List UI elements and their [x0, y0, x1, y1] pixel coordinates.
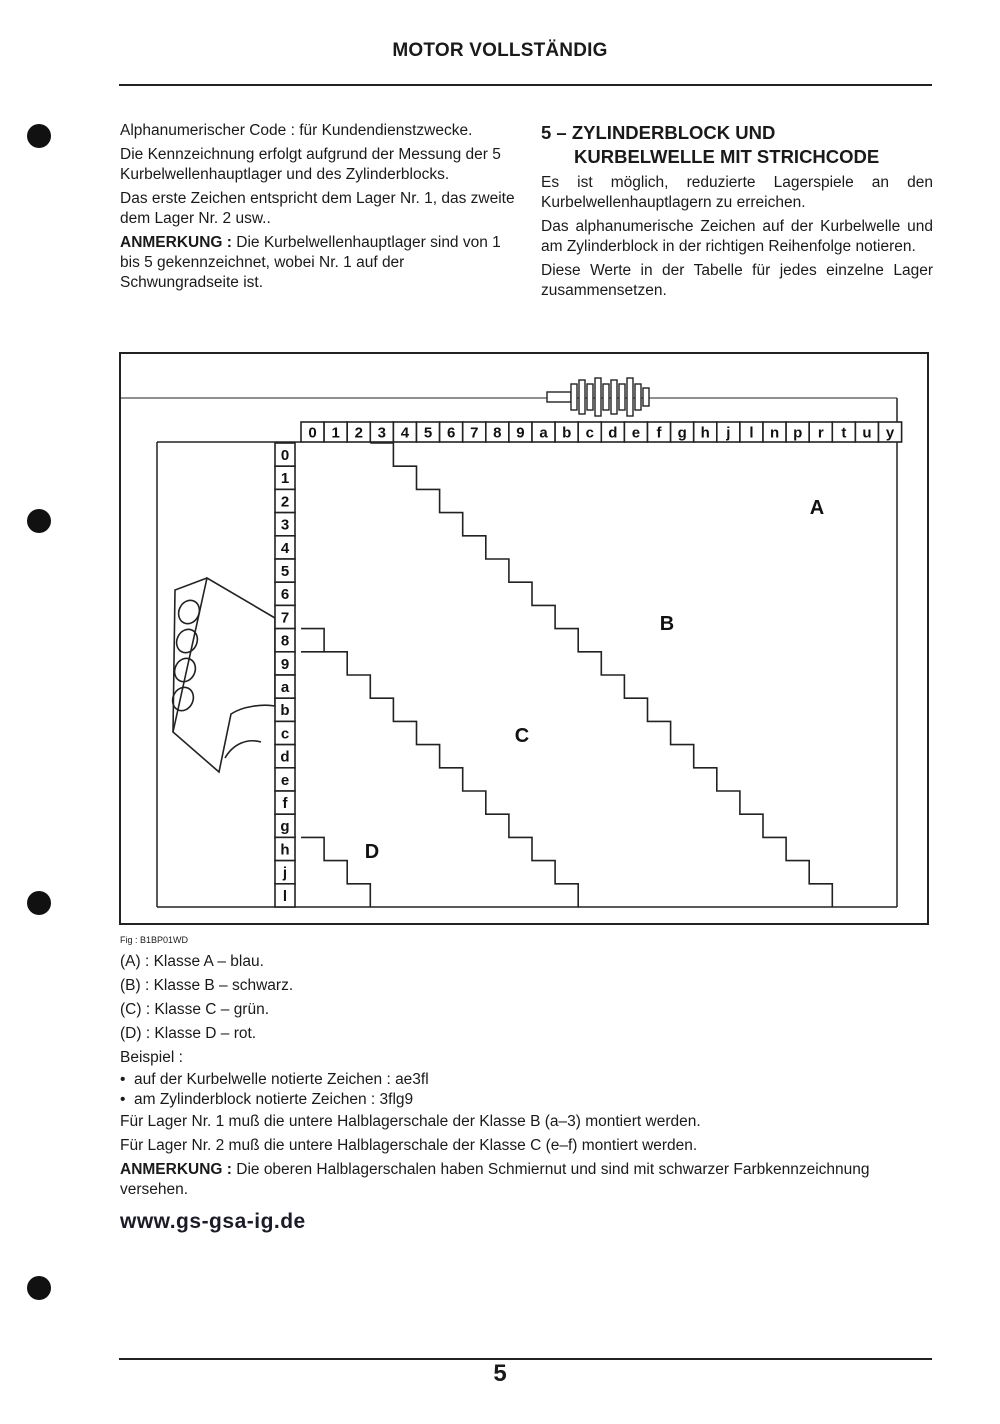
top-axis-label: 7 [470, 424, 479, 442]
paragraph: Das erste Zeichen entspricht dem Lager Nr. 1, das zweite dem Lager Nr. 2 usw.. [120, 190, 515, 227]
note [120, 1160, 940, 1200]
left-axis-label: 0 [280, 447, 290, 464]
left-axis-label: l [282, 887, 288, 905]
top-axis-label: p [793, 424, 803, 442]
left-axis-label: b [280, 702, 290, 720]
top-axis-label: f [656, 424, 662, 442]
top-axis-label: a [539, 424, 548, 442]
top-axis-label: g [677, 424, 687, 442]
left-axis-label: 5 [280, 563, 290, 580]
left-axis-label: 8 [280, 632, 290, 650]
class-zone-labels [365, 497, 824, 863]
website-link[interactable]: www.gs-gsa-ig.de [120, 1210, 306, 1233]
top-axis-label: 5 [423, 424, 433, 442]
top-axis-label: j [726, 424, 731, 442]
punch-hole [27, 509, 51, 533]
section-heading [541, 121, 933, 169]
note-text: Die Kurbelwellenhauptlager sind von 1 bis 5 gekennzeichnet, wobei Nr. 1 auf der Schwungradseite ist. [120, 234, 501, 291]
left-axis-label: 1 [280, 470, 290, 488]
class-boundaries [301, 443, 832, 907]
legend-item: (A) : Klasse A – blau. [120, 953, 264, 970]
top-axis-label: l [749, 424, 754, 442]
paragraph: Diese Werte in der Tabelle für jedes einzelne Lager zusammensetzen. [541, 262, 933, 299]
class-boundary [301, 837, 370, 907]
zone-label-b: B [659, 613, 675, 635]
paragraph: Das alphanumerische Zeichen auf der Kurbelwelle und am Zylinderblock in der richtigen Reihenfolge notieren. [541, 218, 933, 255]
top-axis-label: t [841, 424, 847, 442]
bearing-class-diagram [121, 354, 927, 923]
top-axis-label: 8 [493, 424, 502, 442]
left-axis-label: f [282, 795, 288, 812]
paragraph: Alphanumerischer Code : für Kundendienstzwecke. [120, 122, 473, 139]
paragraph: Es ist möglich, reduzierte Lagerspiele an den Kurbelwellenhauptlagern zu erreichen. [541, 174, 933, 211]
zone-label-d: D [364, 841, 380, 863]
note-label: ANMERKUNG : [120, 1161, 232, 1178]
example-list [120, 1070, 940, 1110]
left-axis-label: 3 [280, 516, 290, 534]
punch-hole [27, 1276, 51, 1300]
top-axis-label: u [862, 424, 872, 442]
top-axis-label: y [885, 424, 895, 442]
bearing-class-figure [119, 352, 929, 925]
cylinder-block-icon [169, 578, 275, 772]
legend [120, 950, 940, 1200]
left-axis-label: 7 [280, 609, 290, 627]
left-axis-label: 6 [280, 586, 290, 604]
top-axis-label: b [562, 424, 572, 442]
top-axis-label: 1 [331, 424, 340, 442]
zone-label-a: A [809, 497, 825, 519]
list-item: • am Zylinderblock notierte Zeichen : 3flg9 [120, 1090, 940, 1110]
class-boundary [301, 629, 578, 907]
top-axis-label: r [817, 424, 824, 442]
top-axis-label: c [585, 424, 594, 442]
header-rule [119, 84, 932, 86]
top-axis-label: 2 [354, 424, 363, 442]
top-axis-label: e [631, 424, 641, 442]
left-axis-label: d [280, 748, 290, 766]
class-boundary [370, 443, 832, 907]
left-axis-label: c [280, 725, 290, 743]
left-axis-label: h [280, 841, 290, 859]
top-axis-label: 9 [516, 424, 525, 442]
note [120, 233, 515, 293]
zone-label-c: C [514, 725, 530, 747]
top-axis-label: h [700, 424, 710, 442]
top-axis-label: 3 [377, 424, 387, 442]
left-axis-label: g [280, 818, 290, 836]
top-axis-label: 4 [400, 424, 410, 442]
top-axis [301, 422, 902, 442]
left-axis-label: a [280, 679, 290, 696]
legend-item: (B) : Klasse B – schwarz. [120, 977, 294, 994]
crankshaft-icon [547, 378, 649, 416]
note-label: ANMERKUNG : [120, 234, 232, 251]
page-number: 5 [493, 1360, 507, 1387]
left-axis-label: 4 [280, 539, 290, 557]
example-title: Beispiel : [120, 1049, 183, 1066]
legend-item: (D) : Klasse D – rot. [120, 1025, 257, 1042]
left-axis-label: j [282, 864, 288, 882]
left-column [120, 121, 515, 297]
heading-line: KURBELWELLE MIT STRICHCODE [574, 146, 880, 167]
example-line: Für Lager Nr. 1 muß die untere Halblagerschale der Klasse B (a–3) montiert werden. [120, 1113, 701, 1130]
legend-item: (C) : Klasse C – grün. [120, 1001, 270, 1018]
top-axis-label: n [769, 424, 780, 442]
figure-caption: Fig : B1BP01WD [120, 935, 189, 945]
heading-line: 5 – ZYLINDERBLOCK UND [541, 122, 776, 143]
left-axis-label: 2 [280, 493, 290, 511]
top-axis-label: 0 [308, 424, 317, 442]
example-line: Für Lager Nr. 2 muß die untere Halblagerschale der Klasse C (e–f) montiert werden. [120, 1137, 698, 1154]
left-axis [275, 443, 295, 907]
top-axis-label: 6 [446, 424, 456, 442]
left-axis-label: 9 [280, 655, 290, 673]
punch-hole [27, 891, 51, 915]
paragraph: Die Kennzeichnung erfolgt aufgrund der Messung der 5 Kurbelwellenhauptlager und des Zylinderblocks. [120, 146, 501, 183]
left-axis-label: e [280, 771, 290, 789]
punch-hole [27, 124, 51, 148]
top-axis-label: d [608, 424, 618, 442]
note-text: Die oberen Halblagerschalen haben Schmiernut und sind mit schwarzer Farbkennzeichnung versehen. [120, 1161, 870, 1198]
list-item: • auf der Kurbelwelle notierte Zeichen : ae3fl [120, 1070, 940, 1090]
right-column [541, 121, 933, 305]
page-title: MOTOR VOLLSTÄNDIG [392, 40, 608, 61]
